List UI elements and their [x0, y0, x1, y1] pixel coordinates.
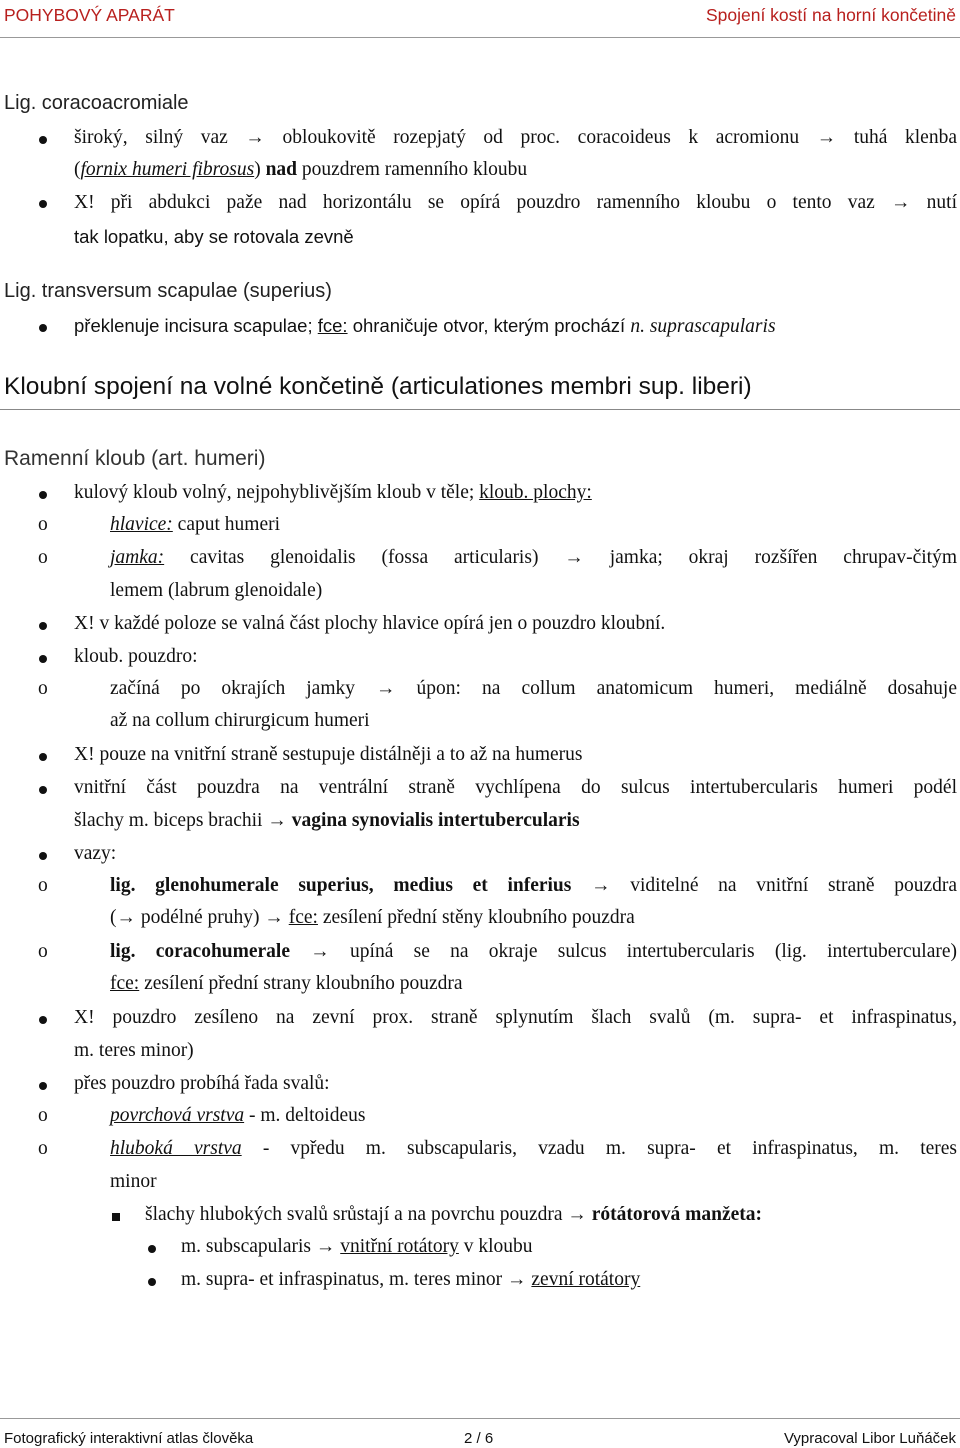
list-item: hluboká vrstva - vpředu m. subscapularis, vzadu m. supra- et infraspinatus, m. teres [110, 1138, 958, 1159]
bullet-icon [148, 1245, 156, 1253]
subsection-heading: Ramenní kloub (art. humeri) [4, 447, 266, 470]
bullet-icon [39, 852, 47, 860]
page-footer [0, 1418, 960, 1419]
list-item-continuation: šlachy m. biceps brachii → vagina synovialis intertubercularis [74, 810, 580, 831]
list-item: vnitřní část pouzdra na ventrální straně vychlípena do sulcus intertubercularis humeri podél [74, 777, 957, 798]
list-item-continuation: lemem (labrum glenoidale) [110, 580, 323, 601]
footer-title: Fotografický interaktivní atlas člověka [4, 1430, 254, 1447]
list-item-continuation: tak lopatku, aby se rotovala zevně [74, 226, 354, 247]
list-item-continuation: minor [110, 1171, 157, 1192]
page-header [0, 0, 960, 38]
list-item: X! pouzdro zesíleno na zevní prox. straně splynutím šlach svalů (m. supra- et infraspinatus, [74, 1007, 957, 1028]
circle-bullet-icon: o [38, 1105, 48, 1126]
list-item: vazy: [74, 843, 117, 864]
list-item: X! v každé poloze se valná část plochy hlavice opírá jen o pouzdro kloubní. [74, 613, 666, 634]
list-item: X! pouze na vnitřní straně sestupuje distálněji a to až na humerus [74, 744, 583, 765]
square-bullet-icon [112, 1213, 120, 1221]
page-number: 2 / 6 [464, 1430, 494, 1447]
circle-bullet-icon: o [38, 1138, 48, 1159]
list-item: hlavice: caput humeri [110, 514, 281, 535]
list-item-continuation: fce: zesílení přední strany kloubního pouzdra [110, 973, 463, 994]
header-chapter: Spojení kostí na horní končetině [705, 5, 956, 25]
chapter-heading: Kloubní spojení na volné končetině (articulationes membri sup. liberi) [4, 373, 752, 400]
bullet-icon [39, 1016, 47, 1024]
list-item: X! při abdukci paže nad horizontálu se opírá pouzdro ramenního kloubu o tento vaz → nutí [74, 192, 957, 213]
list-item-continuation: m. teres minor) [74, 1040, 194, 1061]
list-item: překlenuje incisura scapulae; fce: ohraničuje otvor, kterým prochází n. suprascapularis [74, 315, 776, 337]
list-item: začíná po okrajích jamky → úpon: na collum anatomicum humeri, mediálně dosahuje [110, 678, 957, 699]
section-heading: Lig. transversum scapulae (superius) [4, 280, 332, 302]
list-item: lig. glenohumerale superius, medius et inferius → viditelné na vnitřní straně pouzdra [110, 875, 958, 896]
bullet-icon [39, 786, 47, 794]
list-item: povrchová vrstva - m. deltoideus [110, 1105, 366, 1126]
list-item-continuation: (fornix humeri fibrosus) nad pouzdrem ramenního kloubu [74, 159, 528, 180]
bullet-icon [39, 491, 47, 499]
footer-author: Vypracoval Libor Luňáček [783, 1430, 956, 1447]
bullet-icon [39, 324, 47, 332]
circle-bullet-icon: o [38, 941, 48, 962]
list-item: široký, silný vaz → obloukovitě rozepjatý od proc. coracoideus k acromionu → tuhá klenba [74, 127, 957, 148]
list-item: šlachy hlubokých svalů srůstají a na povrchu pouzdra → rótátorová manžeta: [145, 1204, 762, 1225]
list-item: m. subscapularis → vnitřní rotátory v kloubu [181, 1236, 533, 1257]
circle-bullet-icon: o [38, 875, 48, 896]
list-item: m. supra- et infraspinatus, m. teres minor → zevní rotátory [181, 1269, 641, 1290]
list-item-continuation: až na collum chirurgicum humeri [110, 710, 370, 731]
bullet-icon [39, 753, 47, 761]
circle-bullet-icon: o [38, 514, 48, 535]
bullet-icon [39, 136, 47, 144]
list-item: jamka: cavitas glenoidalis (fossa articularis) → jamka; okraj rozšířen chrupav-čitým [110, 547, 958, 568]
bullet-icon [148, 1278, 156, 1286]
list-item: přes pouzdro probíhá řada svalů: [74, 1073, 330, 1094]
list-item: kulový kloub volný, nejpohyblivějším kloub v těle; kloub. plochy: [74, 482, 592, 503]
header-title: POHYBOVÝ APARÁT [4, 5, 175, 25]
list-item: lig. coracohumerale → upíná se na okraje sulcus intertubercularis (lig. intertuberculare) [110, 941, 957, 962]
section-heading: Lig. coracoacromiale [4, 92, 189, 114]
circle-bullet-icon: o [38, 547, 48, 568]
bullet-icon [39, 655, 47, 663]
bullet-icon [39, 1082, 47, 1090]
list-item-continuation: (→ podélné pruhy) → fce: zesílení přední stěny kloubního pouzdra [110, 907, 635, 928]
list-item: kloub. pouzdro: [74, 646, 198, 667]
circle-bullet-icon: o [38, 678, 48, 699]
bullet-icon [39, 622, 47, 630]
bullet-icon [39, 200, 47, 208]
heading-rule [0, 409, 960, 410]
